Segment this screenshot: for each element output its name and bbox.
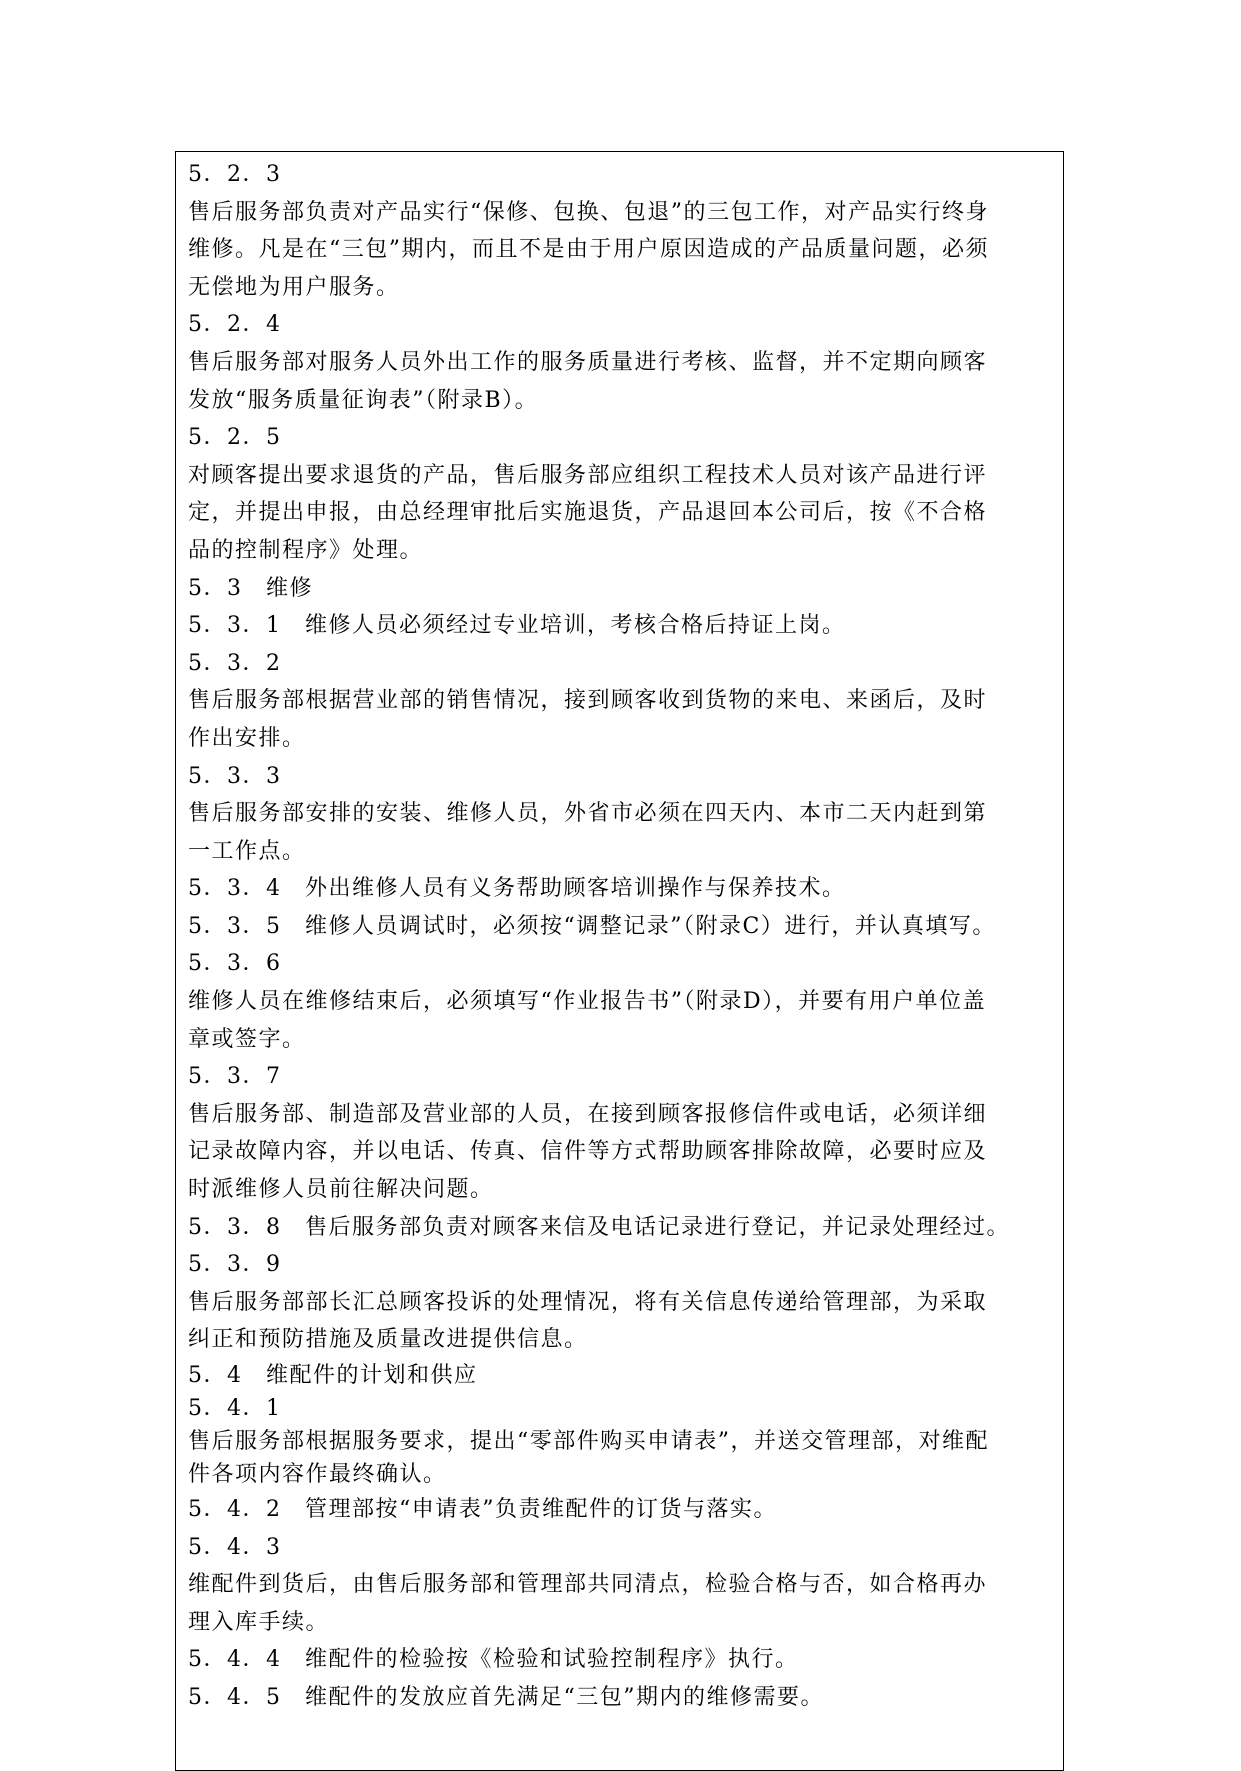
text-line: 5．3．4 外出维修人员有义务帮助顾客培训操作与保养技术。 — [188, 876, 846, 902]
text-line: 5．3．9 — [188, 1252, 282, 1278]
text-line: 定，并提出申报，由总经理审批后实施退货，产品退回本公司后，按《不合格 — [188, 500, 988, 526]
text-line: 5．4．4 维配件的检验按《检验和试验控制程序》执行。 — [188, 1647, 799, 1673]
text-line: 售后服务部、制造部及营业部的人员，在接到顾客报修信件或电话，必须详细 — [188, 1101, 988, 1127]
text-line: 作出安排。 — [188, 725, 306, 751]
text-line: 售后服务部对服务人员外出工作的服务质量进行考核、监督，并不定期向顾客 — [188, 349, 988, 375]
document-body — [188, 156, 1053, 1717]
text-line: 售后服务部负责对产品实行“保修、包换、包退”的三包工作，对产品实行终身 — [188, 199, 989, 225]
text-line: 5．3．1 维修人员必须经过专业培训，考核合格后持证上岗。 — [188, 613, 846, 639]
text-line: 5．3 维修 — [188, 575, 313, 601]
text-line: 纠正和预防措施及质量改进提供信息。 — [188, 1327, 588, 1353]
text-line: 5．4．5 维配件的发放应首先满足“三包”期内的维修需要。 — [188, 1684, 824, 1710]
text-line: 时派维修人员前往解决问题。 — [188, 1177, 494, 1203]
text-line: 5．2．5 — [188, 425, 282, 451]
text-line: 5．4．3 — [188, 1534, 282, 1560]
text-line: 5．4．2 管理部按“申请表”负责维配件的订货与落实。 — [188, 1497, 777, 1522]
document-frame — [175, 151, 1064, 1771]
text-line: 品的控制程序》处理。 — [188, 537, 424, 563]
text-line: 5．2．3 — [188, 162, 282, 187]
text-line: 维修人员在维修结束后，必须填写“作业报告书”（附录D），并要有用户单位盖 — [188, 989, 987, 1015]
text-line: 维修。凡是在“三包”期内，而且不是由于用户原因造成的产品质量问题，必须 — [188, 237, 989, 263]
text-line: 5．4．1 — [188, 1396, 282, 1421]
text-line: 售后服务部根据服务要求，提出“零部件购买申请表”，并送交管理部，对维配 — [188, 1429, 989, 1454]
text-line: 无偿地为用户服务。 — [188, 274, 400, 300]
text-line: 售后服务部根据营业部的销售情况，接到顾客收到货物的来电、来函后，及时 — [188, 688, 988, 714]
text-line: 5．3．3 — [188, 763, 282, 789]
text-line: 5．2．4 — [188, 312, 282, 338]
text-line: 5．4 维配件的计划和供应 — [188, 1363, 478, 1388]
text-line: 章或签字。 — [188, 1026, 306, 1052]
text-line: 维配件到货后，由售后服务部和管理部共同清点，检验合格与否，如合格再办 — [188, 1572, 988, 1598]
text-line: 发放“服务质量征询表”（附录B）。 — [188, 387, 539, 413]
text-line: 5．3．2 — [188, 650, 282, 676]
text-line: 5．3．7 — [188, 1064, 282, 1090]
text-line: 5．3．5 维修人员调试时，必须按“调整记录”（附录C）进行，并认真填写。 — [188, 913, 996, 939]
text-line: 记录故障内容，并以电话、传真、信件等方式帮助顾客排除故障，必要时应及 — [188, 1139, 988, 1165]
text-line: 售后服务部安排的安装、维修人员，外省市必须在四天内、本市二天内赶到第 — [188, 801, 988, 827]
text-line: 售后服务部部长汇总顾客投诉的处理情况，将有关信息传递给管理部，为采取 — [188, 1289, 988, 1315]
text-line: 对顾客提出要求退货的产品，售后服务部应组织工程技术人员对该产品进行评 — [188, 462, 988, 488]
text-line: 件各项内容作最终确认。 — [188, 1462, 447, 1487]
text-line: 5．3．8 售后服务部负责对顾客来信及电话记录进行登记，并记录处理经过。 — [188, 1214, 1010, 1240]
text-line: 理入库手续。 — [188, 1609, 330, 1635]
text-line: 一工作点。 — [188, 838, 306, 864]
text-line: 5．3．6 — [188, 951, 282, 977]
